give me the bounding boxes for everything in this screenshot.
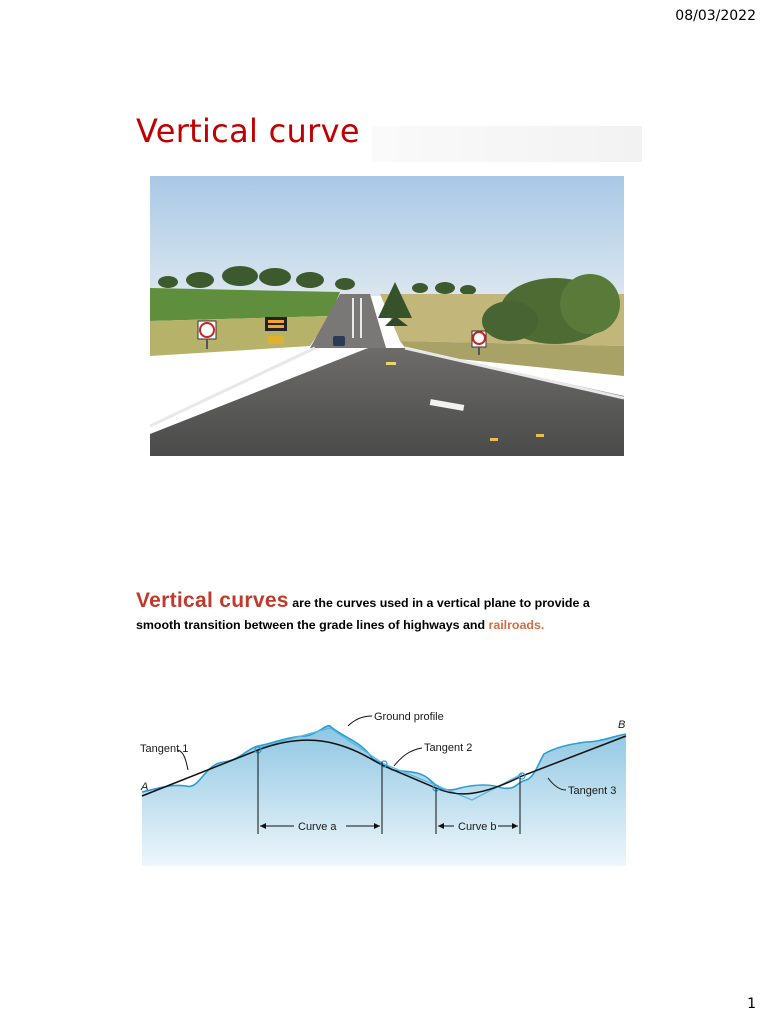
road-photo [150, 176, 624, 456]
tangent-1-label: Tangent 1 [140, 743, 189, 755]
definition-line1-rest: are the curves used in a vertical plane to provide a [292, 596, 590, 610]
definition-line2-start: smooth transition between the grade lines of highways and [136, 618, 486, 632]
road-photo-image [150, 176, 624, 456]
ground-profile-label: Ground profile [374, 711, 444, 723]
curve-b-label: Curve b [458, 821, 497, 833]
curve-a-label: Curve a [298, 821, 337, 833]
slide-title: Vertical curve [136, 112, 360, 150]
point-a-label: A [141, 781, 149, 793]
definition-line-2 [136, 614, 636, 636]
definition-text [136, 590, 636, 650]
vertical-curve-svg [140, 700, 630, 866]
railroads-link[interactable]: railroads. [488, 618, 545, 632]
definition-line-1 [136, 590, 636, 614]
vertical-curve-diagram [140, 700, 630, 866]
title-background-strip [372, 126, 642, 162]
page-number: 1 [747, 996, 756, 1012]
definition-term: Vertical curves [136, 589, 289, 612]
tangent-3-label: Tangent 3 [568, 785, 617, 797]
tangent-2-label: Tangent 2 [424, 742, 473, 754]
date-stamp: 08/03/2022 [675, 8, 756, 24]
ground-profile-area [142, 726, 626, 866]
point-b-label: B [618, 719, 626, 731]
